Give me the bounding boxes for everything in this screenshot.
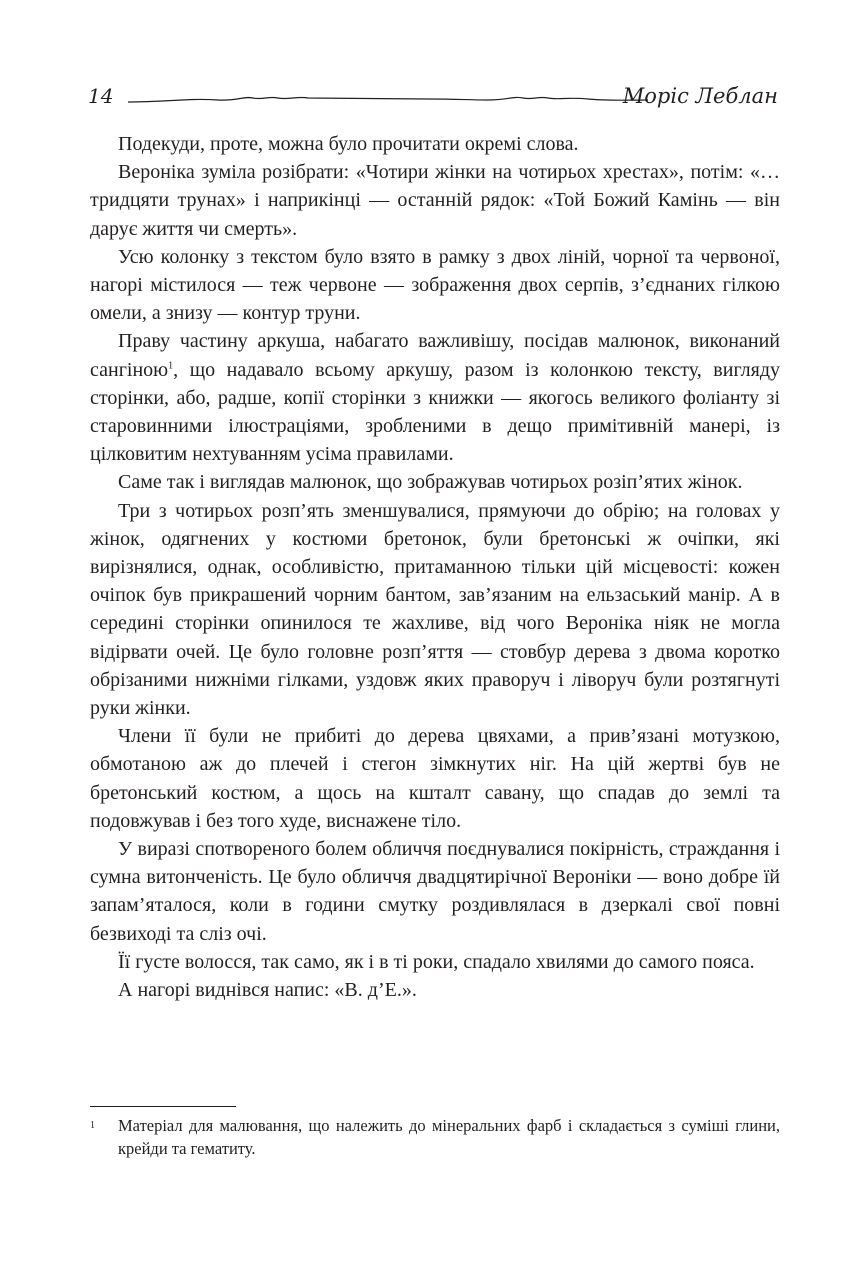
paragraph: Три з чотирьох розп’ять зменшувалися, прямуючи до обрію; на головах у жінок, одягнених у костюми бретонок, були бретонські ж очіпки, які вирізнялися, однак, особливістю, притаманною тільки цій місцевості: кожен очіпок був прикрашений чорним бантом, зав’язаним на ельзаський манір. А в середині сторінки опинилося те жахливе, від чого Вероніка ніяк не могла відірвати очей. Це було головне розп’яття — стовбур дерева з двома коротко обрізаними нижніми гілками, уздовж яких праворуч і ліворуч були розтягнуті руки жінки.: [90, 499, 780, 720]
footnote-reference: 1: [168, 359, 174, 371]
paragraph: Саме так і виглядав малюнок, що зображував чотирьох розіп’ятих жінок.: [118, 471, 743, 494]
paragraph: Вероніка зуміла розібрати: «Чотири жінки на чотирьох хрестах», потім: «…тридцяти трунах» і наприкінці — останній рядок: «Той Божий Камінь — він дарує життя чи смерть».: [90, 161, 780, 240]
footnote-divider: [90, 1106, 236, 1107]
footnote-marker: 1: [90, 1120, 95, 1131]
main-text: [90, 130, 780, 1004]
paragraph: Праву частину аркуша, набагато важливішу, посідав малюнок, виконаний сангіною$^1$, що надавало всьому аркушу, разом із колонкою тексту, вигляду сторінки, або, радше, копії сторінки з книжки — якогось великого фоліанту зі старовинними ілюстраціями, зробленими в дещо примітивній манері, із цілковитим нехтуванням усіма правилами.: [90, 330, 780, 466]
footnote-text: Матеріал для малювання, що належить до мінеральних фарб і складається з суміші глини, крейди та гематиту.: [118, 1116, 780, 1158]
flourish-ornament: [128, 88, 648, 112]
paragraph: Усю колонку з текстом було взято в рамку з двох ліній, чорної та червоної, нагорі містилося — теж червоне — зображення двох серпів, з’єднаних гілкою омели, а знизу — контур труни.: [90, 245, 780, 325]
page-header: [88, 80, 778, 116]
footnote: [90, 1114, 780, 1160]
paragraph: А нагорі виднівся напис: «В. д’Е.».: [118, 979, 417, 1002]
paragraph: У виразі спотвореного болем обличчя поєднувалися покірність, страждання і сумна витонченість. Це було обличчя двадцятирічної Вероніки — воно добре їй запам’яталося, коли в години смутку роздивлялася в дзеркалі свої повні безвиході та сліз очі.: [90, 838, 780, 945]
paragraph: Члени її були не прибиті до дерева цвяхами, а прив’язані мотузкою, обмотаною аж до плечей і стегон зімкнутих ніг. На цій жертві був не бретонський костюм, а щось на кшталт савану, що спадав до землі та подовжував і без того худе, виснажене тіло.: [90, 725, 780, 832]
paragraph: Подекуди, проте, можна було прочитати окремі слова.: [118, 133, 579, 155]
page-number: 14: [88, 84, 114, 108]
running-head: Моріс Леблан: [622, 84, 778, 108]
paragraph: Її густе волосся, так само, як і в ті роки, спадало хвилями до самого пояса.: [118, 950, 755, 973]
